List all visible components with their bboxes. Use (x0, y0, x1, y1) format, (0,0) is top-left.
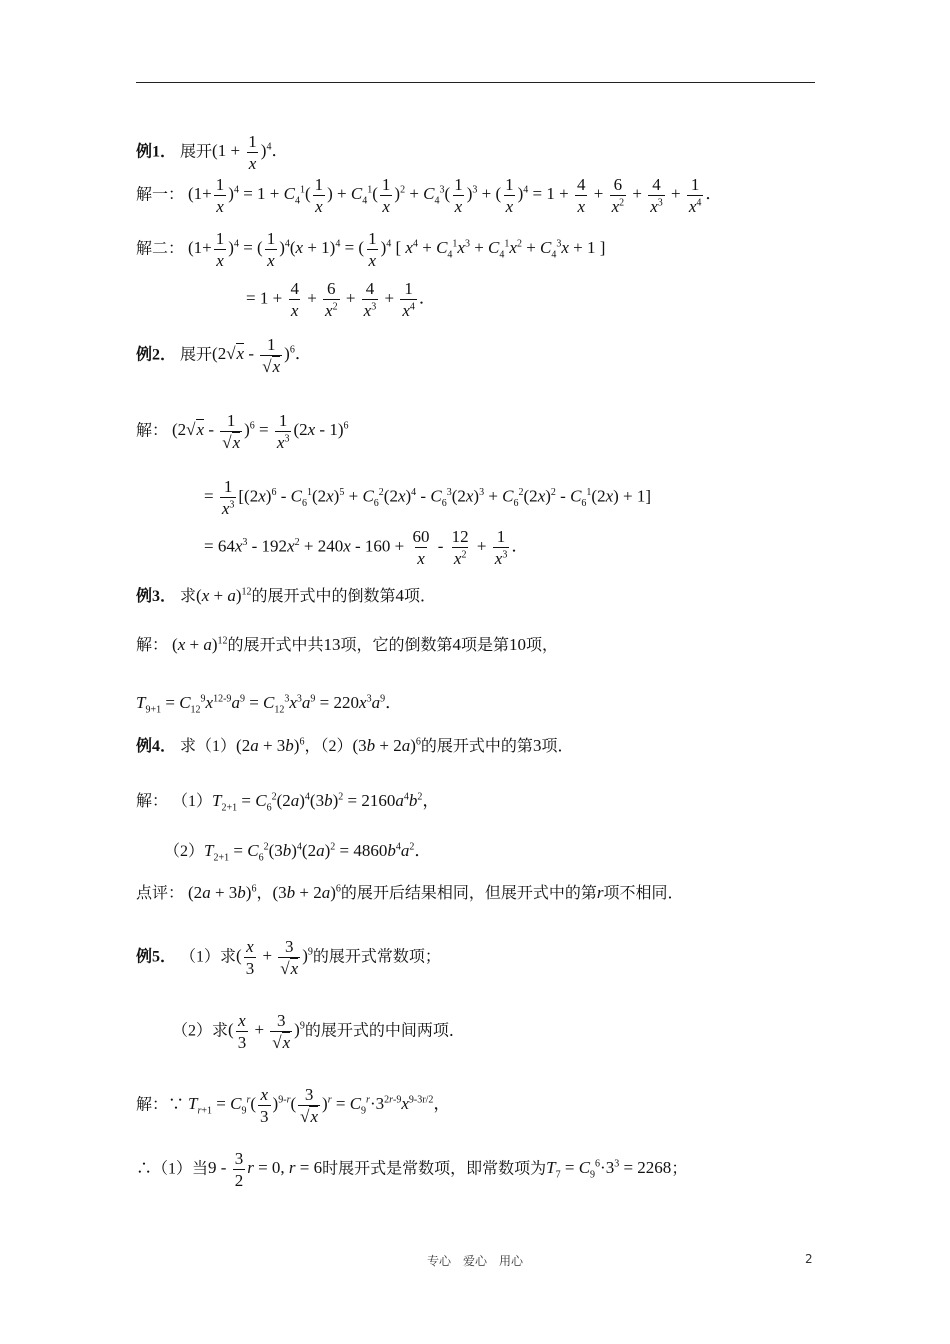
page-footer: 专心 爱心 用心 (426, 1254, 523, 1268)
example-3: 例3． 求$(x + a)^{12}$的展开式中的倒数第4项． (136, 586, 437, 605)
note-label: 点评： (136, 885, 185, 902)
solution-1-formula: (1+ $\frac{1}{x}$ )$^4 = 1 + C_4^1$( $\frac{1}{x}$ ) + $C_4^1$( $\frac{1}{x}$ )$^2 + C_4^3$( $\frac{1}{x}$ )$^3$ + ( $\frac{1}{x}$ )$^4$ = 1 + $\frac{4}{x}$ + $\frac{6}{x^2}$ + $\frac{4}{x^3}$ + $\frac{1}{x^4}$ ． (188, 175, 723, 216)
example-2-solution: 解： (2√x - $\frac{1}{√x}$ )$^6$ = $\frac{1}{x^3}$ (2x - 1)$^6$ (136, 411, 349, 452)
example-4-solution-2: $(2)T_{2+1} = C_6^2(3b)^4(2a)^2 = 4860b^4a^2$． (164, 841, 432, 864)
example-4-solution-label: 解： (136, 793, 169, 810)
solution-2-formula: (1+ $\frac{1}{x}$ )$^4$ = ( $\frac{1}{x}$ )$^4(x + 1)^4$ = ( $\frac{1}{x}$ )$^4$ [ $x^4 + C_4^1x^3 + C_4^1x^2 + C_4^3x + 1$ ] (188, 229, 606, 270)
example-4: 例4． 求$(1)(2a + 3b)^6$，$(2)(3b + 2a)^6$的展开式中的第3项． (136, 736, 574, 755)
example-1: 例1． 展开(1 + $\frac{1}{x}$ )$^4$． (136, 132, 289, 173)
example-1-solution-2 (136, 230, 605, 269)
example-5-label: 例5． (136, 948, 177, 966)
example-5-result: ∴（1）当9 - $\frac{3}{2}$ r = 0, r = 6时展开式是常数项，即常数项为$T_7 = C_9^6\cdot 3^3 = 2268$； (136, 1149, 688, 1190)
example-2: 例2． 展开(2√x - $\frac{1}{√x}$ )$^6$． (136, 335, 312, 376)
example-4-solution-1: 解： $(1)T_{2+1} = C_6^2(2a)^4(3b)^2 = 2160a^4b^2$， (136, 791, 440, 814)
example-2-solution-label: 解： (136, 422, 169, 440)
example-3-solution-label: 解： (136, 637, 169, 654)
example-4-note: 点评： $(2a + 3b)^6$，$(3b + 2a)^6$的展开后结果相同，但展开式中的第r项不相同． (136, 883, 684, 902)
example-4-label: 例4． (136, 738, 177, 755)
page-number: 2 (805, 1252, 813, 1266)
example-3-result: $T_{9+1} = C_{12}^9x^{12-9}a^9 = C_{12}^3x^3a^9 = 220x^3a^9$． (136, 693, 403, 716)
example-2-label: 例2． (136, 346, 177, 364)
solution-2-label: 解二： (136, 240, 185, 258)
example-3-label: 例3． (136, 588, 177, 605)
example-5-solution: 解：∵ $T_{r+1} = C_9^r$( $\frac{x}{3}$ )$^{9-r}$( $\frac{3}{√x}$ )$^r = C_9^r\cdot 3^{2r-9}x^{9-3r/2}$， (136, 1085, 451, 1126)
example-3-solution: 解： $(x + a)^{12}$的展开式中共13项，它的倒数第4项是第10项， (136, 635, 559, 654)
example-1-statement: 展开 (180, 143, 213, 161)
header-rule (136, 82, 815, 83)
example-2-expansion: = $\frac{1}{x^3}$ $[(2x)^6 - C_6^1(2x)^5 + C_6^2(2x)^4 - C_6^3(2x)^3 + C_6^2(2x)^2 - C_6^1(2x) + 1]$ (204, 477, 652, 518)
solution-2-result: = 1 + $\frac{4}{x}$ + $\frac{6}{x^2}$ + $\frac{4}{x^3}$ + $\frac{1}{x^4}$ ． (246, 279, 436, 320)
example-1-label: 例1． (136, 143, 177, 161)
example-2-result: = $64x^3 - 192x^2 + 240x - 160$ + $\frac{60}{x}$ - $\frac{12}{x^2}$ + $\frac{1}{x^3}$ ． (204, 527, 529, 568)
example-5-part-2: （2）求( $\frac{x}{3}$ + $\frac{3}{√x}$ )$^9$的展开式的中间两项． (172, 1011, 465, 1052)
example-1-solution-1 (136, 176, 722, 215)
solution-1-label: 解一： (136, 186, 185, 204)
example-5-solution-label: 解：∵ (136, 1096, 185, 1114)
example-5-part-1: 例5． （1）求( $\frac{x}{3}$ + $\frac{3}{√x}$ )$^9$的展开式常数项； (136, 937, 441, 978)
